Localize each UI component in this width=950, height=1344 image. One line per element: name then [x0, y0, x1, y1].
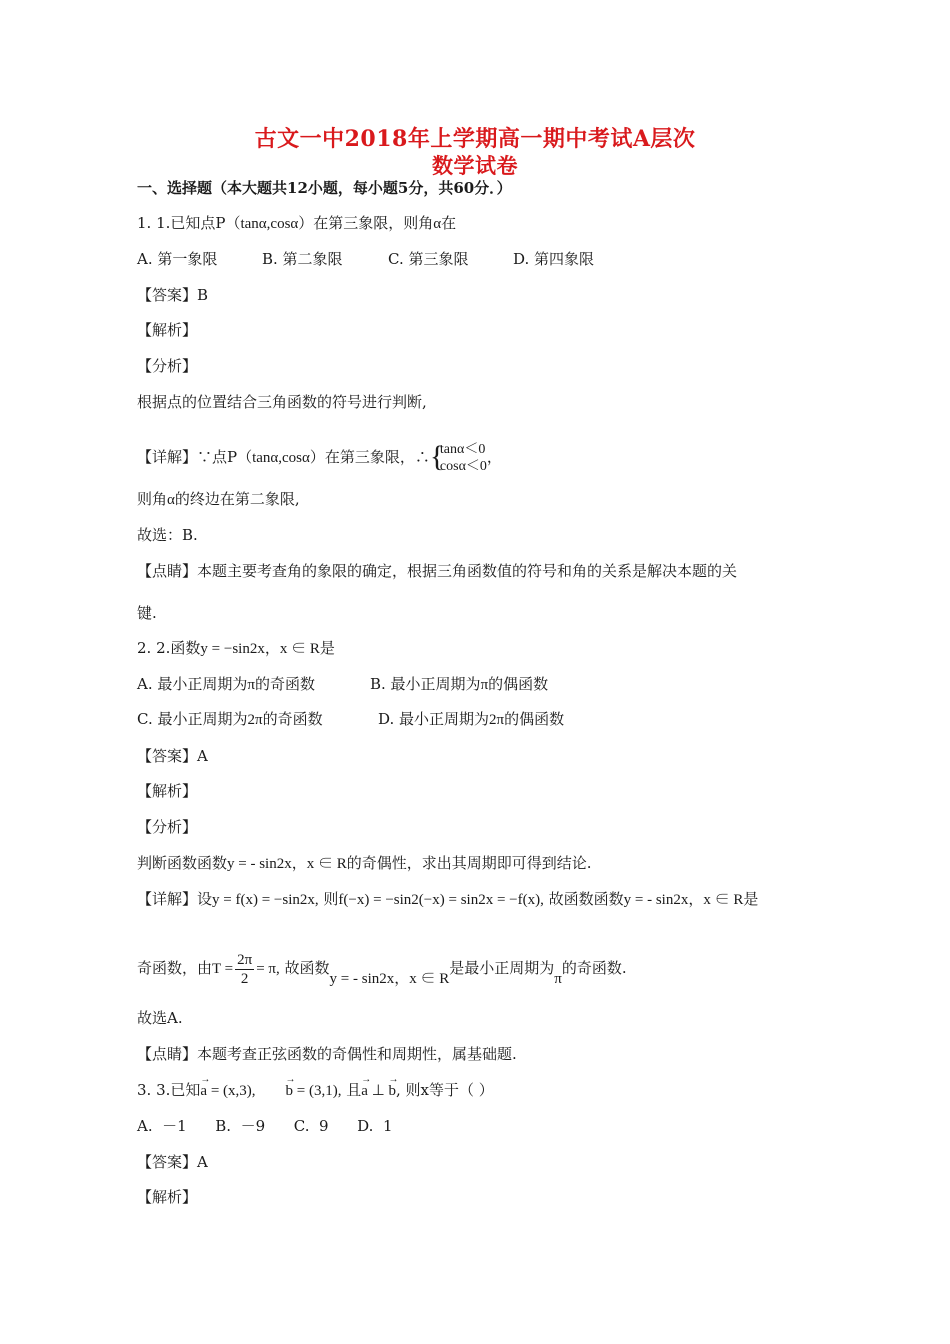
q3-stem-math1: = (x,3), [207, 1083, 256, 1099]
q3-stem-c: , 则x等于（ ） [396, 1081, 494, 1099]
q2-option-c-tail: 的奇函数 [262, 710, 323, 728]
q2-fenxi-text [137, 853, 592, 874]
brace-symbol: { [429, 440, 445, 473]
q1-jiexi: 【解析】 [137, 321, 198, 339]
q2-detail-math1: y = f(x) = −sin2x, [212, 892, 319, 908]
q1-detail-c: ， [486, 448, 502, 466]
q3-vector-b: → b [286, 1081, 294, 1101]
q1-option-a: A. 第一象限 [137, 250, 218, 268]
q2-options-row1 [137, 674, 548, 695]
q2-option-a-tail: 的奇函数 [254, 675, 315, 693]
q2-stem [137, 638, 335, 659]
q2-line2-b: 故函数 [279, 959, 330, 977]
q2-option-c [137, 709, 378, 730]
q2-line2-eq: = π, [256, 961, 280, 977]
q1-comment-1: 【点睛】本题主要考查角的象限的确定，根据三角函数值的符号和角的关系是解决本题的关 [137, 562, 738, 580]
q1-detail-math: tanα,cosα [252, 450, 310, 466]
q1-option-d: D. 第四象限 [513, 250, 595, 268]
q3-stem-math2: = (3,1), [293, 1083, 342, 1099]
q2-options-row2 [137, 709, 564, 730]
q2-fenxi-b: 的奇偶性，求出其周期即可得到结论. [346, 854, 592, 872]
q2-line2-d: 的奇函数. [561, 959, 627, 977]
q1-option-b: B. 第二象限 [262, 250, 343, 268]
exam-subtitle: 数学试卷 [432, 153, 518, 178]
q2-option-d-text: D. 最小正周期为 [378, 710, 490, 728]
q3-vector-b2: → b [389, 1081, 397, 1101]
q2-option-d-tail: 的偶函数 [504, 710, 565, 728]
q2-option-a [137, 674, 370, 695]
q1-options [137, 249, 594, 269]
q2-option-b-tail: 的偶函数 [488, 675, 549, 693]
q2-fraction [235, 951, 254, 988]
q1-detail-b: ）在第三象限，∴ [309, 448, 430, 466]
q2-option-b [370, 674, 548, 695]
q1-conclusion-alpha: α [167, 492, 175, 508]
q2-detail-d: 是 [743, 890, 759, 908]
q2-fraction-num: 2π [237, 951, 253, 968]
q3-perp: ⊥ [367, 1083, 389, 1099]
q2-detail-math3: y = - sin2x，x ∈ R [623, 892, 744, 908]
q2-option-c-text: C. 最小正周期为 [137, 710, 248, 728]
q1-stem-b: ）在第三象限，则角 [298, 214, 434, 232]
q1-choose: 故选：B. [137, 526, 198, 544]
q1-conclusion [137, 489, 300, 510]
q2-option-c-pi: 2π [247, 712, 263, 728]
q3-options: A. －1 B. －9 C. 9 D. 1 [137, 1117, 393, 1135]
q3-answer: 【答案】A [137, 1153, 208, 1171]
q1-comment-2: 键. [137, 604, 157, 622]
q2-jiexi: 【解析】 [137, 782, 198, 800]
q2-answer: 【答案】A [137, 747, 208, 765]
q1-conclusion-b: 的终边在第二象限, [174, 490, 300, 508]
q2-fenxi-math: y = - sin2x，x ∈ R [227, 856, 347, 872]
q2-fraction-den: 2 [240, 970, 249, 987]
q2-line2-math: y = - sin2x，x ∈ R [329, 971, 450, 987]
q2-detail-a: 【详解】设 [137, 890, 213, 908]
q1-stem [137, 213, 456, 234]
q1-option-c: C. 第三象限 [388, 250, 469, 268]
q2-option-d-pi: 2π [489, 712, 505, 728]
exam-title: 古文一中2018年上学期高一期中考试A层次 [254, 126, 696, 152]
section-heading: 一、选择题（本大题共12小题，每小题5分，共60分．） [137, 179, 512, 197]
q2-fenxi-a: 判断函数函数 [137, 854, 228, 872]
q1-fenxi: 【分析】 [137, 357, 198, 375]
q1-brace-system [430, 441, 487, 475]
q1-brace-bottom: cosα＜0 [439, 459, 487, 474]
q2-option-d [378, 709, 564, 730]
q2-line2-pi: π [554, 971, 562, 987]
q2-stem-b: 是 [319, 639, 335, 657]
q2-choose: 故选A. [137, 1009, 183, 1027]
q1-detail-a: 【详解】∵点P（ [137, 448, 253, 466]
q3-stem [137, 1080, 494, 1101]
q1-fenxi-text: 根据点的位置结合三角函数的符号进行判断, [137, 393, 427, 411]
q2-option-a-pi: π [247, 677, 255, 693]
q2-option-b-text: B. 最小正周期为 [370, 675, 481, 693]
q3-stem-a: 3. 3.已知 [137, 1081, 201, 1099]
q2-line2-c: 是最小正周期为 [449, 959, 555, 977]
q2-option-b-pi: π [480, 677, 489, 693]
q1-stem-c: 在 [441, 214, 457, 232]
q3-vector-a: → a [200, 1081, 207, 1101]
q2-detail-line2 [137, 950, 627, 988]
q2-detail-c: 故函数函数 [543, 890, 624, 908]
q2-fenxi: 【分析】 [137, 818, 198, 836]
q1-conclusion-a: 则角 [137, 490, 168, 508]
q3-vector-a2: → a [361, 1081, 368, 1101]
q2-detail-math2: f(−x) = −sin2(−x) = sin2x = −f(x), [338, 892, 544, 908]
q1-brace-top: tanα＜0 [439, 442, 486, 457]
q1-detail [137, 441, 502, 475]
q1-stem-a: 1. 1.已知点P（ [137, 214, 241, 232]
q1-answer: 【答案】B [137, 286, 209, 304]
q3-stem-b: 且 [341, 1081, 362, 1099]
q2-line2-a: 奇函数，由 [137, 959, 213, 977]
q2-comment: 【点睛】本题考查正弦函数的奇偶性和周期性，属基础题. [137, 1045, 517, 1063]
q1-stem-math: tanα,cosα [240, 216, 299, 232]
q2-line2-T: T = [212, 961, 234, 977]
q3-jiexi: 【解析】 [137, 1188, 198, 1206]
q2-detail-b: 则 [318, 890, 339, 908]
q2-option-a-text: A. 最小正周期为 [137, 675, 248, 693]
q2-detail [137, 889, 758, 910]
q1-stem-alpha: α [433, 216, 442, 232]
q2-stem-a: 2. 2.函数 [137, 639, 201, 657]
q2-stem-math: y = −sin2x，x ∈ R [200, 641, 320, 657]
